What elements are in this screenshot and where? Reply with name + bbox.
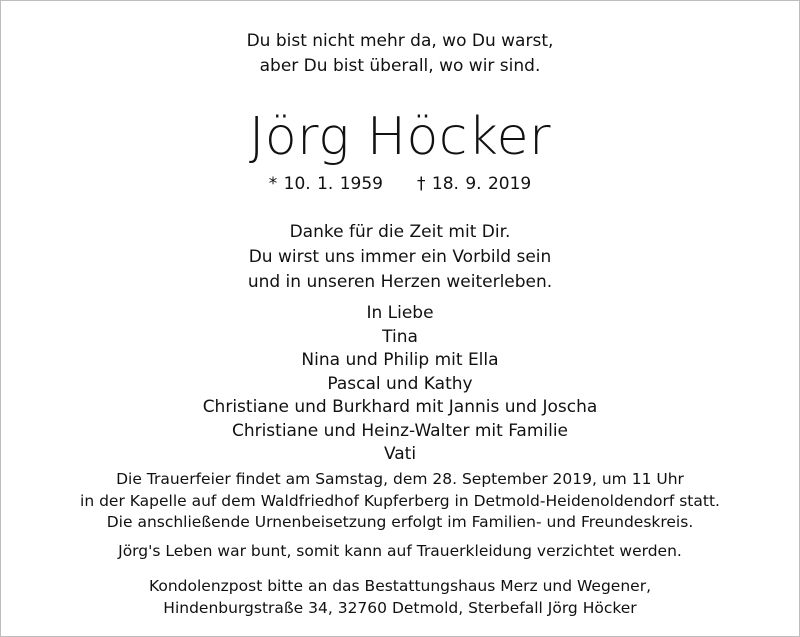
- family-member: Tina: [382, 326, 418, 347]
- thanks-line: Du wirst uns immer ein Vorbild sein: [248, 247, 552, 267]
- thanks-line: Danke für die Zeit mit Dir.: [289, 222, 511, 242]
- ceremony-info: [0, 469, 800, 534]
- motto-line: aber Du bist überall, wo wir sind.: [259, 56, 541, 76]
- motto-line: Du bist nicht mehr da, wo Du warst,: [246, 31, 554, 51]
- family-member: Pascal und Kathy: [327, 373, 473, 394]
- condolence-contact: [0, 575, 800, 619]
- family-member: Christiane und Heinz-Walter mit Familie: [231, 420, 569, 441]
- family-signatures: [0, 302, 800, 467]
- birth-date: * 10. 1. 1959: [268, 174, 383, 194]
- ceremony-line: in der Kapelle auf dem Waldfriedhof Kupferberg in Detmold-Heidenoldendorf statt.: [80, 491, 720, 510]
- family-member: Nina und Philip mit Ella: [301, 350, 499, 370]
- dress-code-note: Jörg's Leben war bunt, somit kann auf Trauerkleidung verzichtet werden.: [118, 542, 682, 560]
- deceased-name: Jörg Höcker: [249, 107, 551, 167]
- contact-line: Hindenburgstraße 34, 32760 Detmold, Sterbefall Jörg Höcker: [163, 599, 637, 617]
- thanks-verse: [0, 220, 800, 295]
- family-intro: In Liebe: [366, 303, 434, 323]
- thanks-line: und in unseren Herzen weiterleben.: [247, 272, 553, 292]
- ceremony-line: Die Trauerfeier findet am Samstag, dem 28. September 2019, um 11 Uhr: [116, 470, 684, 488]
- contact-line: Kondolenzpost bitte an das Bestattungshaus Merz und Wegener,: [148, 577, 651, 595]
- family-member: Christiane und Burkhard mit Jannis und Joscha: [202, 397, 598, 417]
- family-member: Vati: [383, 444, 417, 464]
- death-date: † 18. 9. 2019: [417, 174, 532, 194]
- life-dates: [0, 172, 800, 196]
- motto-verse: [0, 29, 800, 79]
- ceremony-line: Die anschließende Urnenbeisetzung erfolgt im Familien- und Freundeskreis.: [106, 513, 694, 531]
